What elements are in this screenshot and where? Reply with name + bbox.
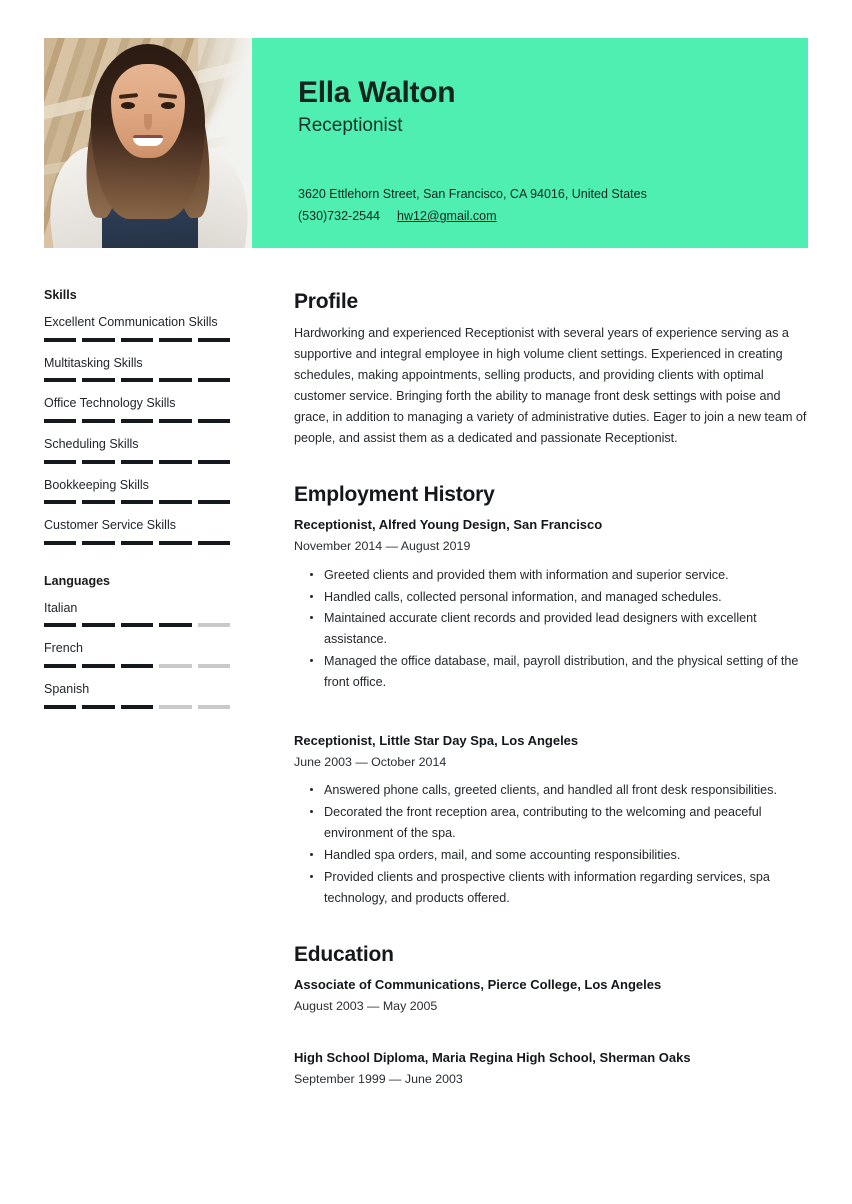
skill-rating-bar (44, 419, 230, 423)
profile-heading: Profile (294, 290, 358, 313)
skill-rating-bar (44, 500, 230, 504)
contact-details (298, 184, 647, 228)
rating-segment (44, 460, 76, 464)
rating-segment (121, 378, 153, 382)
skill-item (44, 312, 232, 342)
rating-segment (44, 500, 76, 504)
employment-bullet: Maintained accurate client records and provided lead designers with excellent assistance. (324, 608, 808, 650)
language-rating-bar (44, 705, 230, 709)
skill-rating-bar (44, 460, 230, 464)
profile-section (294, 290, 808, 449)
employment-entry-title: Receptionist, Alfred Young Design, San Francisco (294, 517, 603, 533)
rating-segment (82, 338, 114, 342)
employment-bullet: Handled spa orders, mail, and some accounting responsibilities. (324, 845, 808, 866)
contact-email-link[interactable]: hw12@gmail.com (397, 208, 497, 223)
rating-segment (159, 378, 191, 382)
rating-segment (198, 500, 230, 504)
photo-nose (144, 114, 152, 130)
candidate-job-title: Receptionist (298, 114, 403, 136)
education-heading: Education (294, 942, 394, 966)
employment-heading: Employment History (294, 483, 495, 507)
employment-bullet-list (294, 565, 808, 693)
language-item (44, 598, 232, 628)
skills-list (44, 312, 232, 545)
language-item (44, 638, 232, 668)
education-entries (294, 976, 808, 1089)
employment-entry-date: June 2003 — October 2014 (294, 754, 447, 769)
spacer-education-entry (294, 1015, 808, 1033)
education-entry-date: August 2003 — May 2005 (294, 998, 438, 1013)
rating-segment (82, 378, 114, 382)
employment-section (294, 483, 808, 909)
resume-header (44, 38, 808, 248)
rating-segment (198, 664, 230, 668)
rating-segment (198, 460, 230, 464)
skill-label: Scheduling Skills (44, 436, 139, 451)
rating-segment (44, 338, 76, 342)
employment-bullet: Provided clients and prospective clients with information regarding services, spa technology, and products offered. (324, 867, 808, 909)
skills-heading: Skills (44, 288, 77, 302)
rating-segment (82, 419, 114, 423)
rating-segment (159, 541, 191, 545)
rating-segment (44, 623, 76, 627)
rating-segment (159, 500, 191, 504)
profile-photo (44, 38, 252, 248)
employment-bullet: Greeted clients and provided them with information and superior service. (324, 565, 808, 586)
rating-segment (159, 623, 191, 627)
skill-item (44, 353, 232, 383)
education-entry-title: Associate of Communications, Pierce College, Los Angeles (294, 976, 662, 992)
language-item (44, 679, 232, 709)
spacer-employment-entry (294, 694, 808, 716)
skill-item (44, 515, 232, 545)
rating-segment (198, 338, 230, 342)
employment-bullet: Decorated the front reception area, contributing to the welcoming and peaceful environment of the spa. (324, 802, 808, 844)
rating-segment (44, 378, 76, 382)
employment-bullet: Handled calls, collected personal information, and managed schedules. (324, 587, 808, 608)
rating-segment (159, 664, 191, 668)
skill-label: Bookkeeping Skills (44, 477, 149, 492)
rating-segment (44, 541, 76, 545)
skill-item (44, 393, 232, 423)
rating-segment (198, 419, 230, 423)
rating-segment (198, 623, 230, 627)
employment-entries (294, 516, 808, 909)
skill-label: Excellent Communication Skills (44, 315, 218, 329)
education-entry-title: High School Diploma, Maria Regina High School, Sherman Oaks (294, 1050, 691, 1066)
rating-segment (159, 460, 191, 464)
profile-text: Hardworking and experienced Receptionist with several years of experience serving as a supportive and integral employee in high volume client settings. Experienced in creating schedules, making appointments, selling products, and providing clients with optimal customer service. Bringing forth the ability to manage front desk settings with poise and grace, in addition to managing a variety of administrative duties. Eager to join a new team of people, and assist them as a dedicated and passionate Receptionist. (294, 326, 807, 446)
contact-phone: (530)732-2544 (298, 208, 381, 223)
rating-segment (44, 664, 76, 668)
main-column (294, 290, 808, 1095)
skill-rating-bar (44, 378, 230, 382)
language-label: Italian (44, 600, 78, 615)
rating-segment (121, 460, 153, 464)
rating-segment (82, 541, 114, 545)
skill-label: Office Technology Skills (44, 396, 176, 411)
rating-segment (159, 705, 191, 709)
rating-segment (44, 705, 76, 709)
languages-heading: Languages (44, 573, 110, 588)
rating-segment (82, 664, 114, 668)
rating-segment (82, 705, 114, 709)
rating-segment (198, 378, 230, 382)
language-label: French (44, 641, 83, 656)
photo-eye-left (121, 102, 135, 109)
rating-segment (121, 338, 153, 342)
language-label: Spanish (44, 682, 90, 696)
photo-eye-right (161, 102, 175, 109)
photo-mouth (133, 135, 163, 146)
rating-segment (121, 705, 153, 709)
rating-segment (121, 623, 153, 627)
rating-segment (198, 705, 230, 709)
skill-rating-bar (44, 541, 230, 545)
rating-segment (159, 338, 191, 342)
rating-segment (198, 541, 230, 545)
skill-item (44, 434, 232, 464)
employment-entry (294, 516, 808, 693)
education-entry (294, 1049, 808, 1088)
employment-entry-date: November 2014 — August 2019 (294, 539, 471, 554)
employment-bullet: Answered phone calls, greeted clients, and handled all front desk responsibilities. (324, 780, 808, 801)
languages-block (44, 574, 232, 709)
spacer-employment-education (294, 915, 808, 943)
employment-bullet: Managed the office database, mail, payroll distribution, and the physical setting of the front office. (324, 651, 808, 693)
rating-segment (82, 460, 114, 464)
contact-address: 3620 Ettlehorn Street, San Francisco, CA 94016, United States (298, 187, 647, 201)
rating-segment (44, 419, 76, 423)
education-section (294, 943, 808, 1089)
spacer-profile-employment (294, 455, 808, 483)
skill-label: Customer Service Skills (44, 518, 176, 533)
rating-segment (121, 419, 153, 423)
skill-rating-bar (44, 338, 230, 342)
sidebar (44, 288, 232, 720)
employment-entry (294, 732, 808, 909)
language-rating-bar (44, 623, 230, 627)
skill-item (44, 475, 232, 505)
rating-segment (159, 419, 191, 423)
candidate-name: Ella Walton (298, 76, 456, 109)
language-rating-bar (44, 664, 230, 668)
education-entry (294, 976, 808, 1015)
rating-segment (121, 541, 153, 545)
languages-list (44, 598, 232, 709)
rating-segment (121, 664, 153, 668)
education-entry-date: September 1999 — June 2003 (294, 1072, 463, 1087)
header-accent-band (252, 38, 808, 248)
employment-entry-title: Receptionist, Little Star Day Spa, Los Angeles (294, 732, 579, 748)
rating-segment (82, 623, 114, 627)
skill-label: Multitasking Skills (44, 355, 143, 370)
rating-segment (82, 500, 114, 504)
employment-bullet-list (294, 780, 808, 908)
rating-segment (121, 500, 153, 504)
